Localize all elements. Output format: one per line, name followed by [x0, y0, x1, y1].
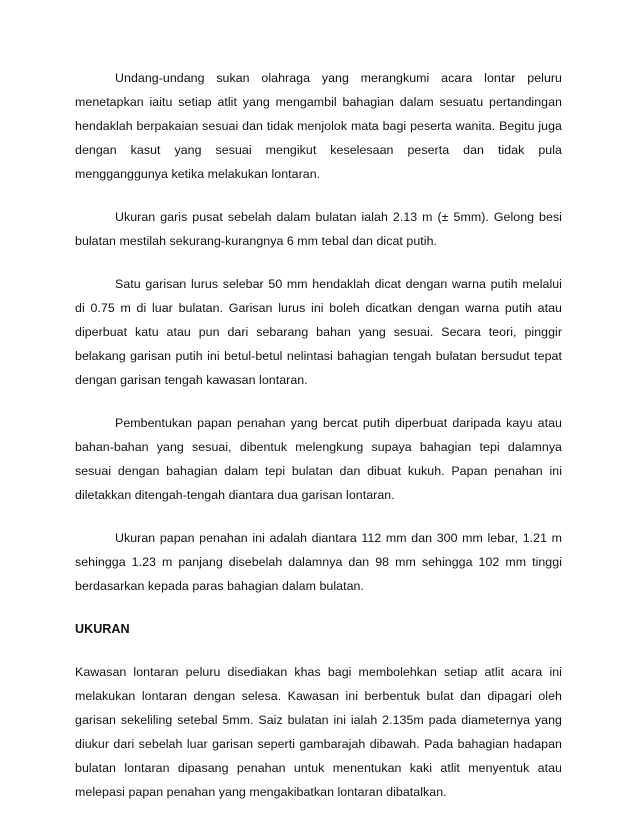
paragraph-stop-board-size: Ukuran papan penahan ini adalah diantara 112 mm dan 300 mm lebar, 1.21 m sehingga 1.23 m panjang disebelah dalamnya dan 98 mm sehingga 102 mm tinggi berdasarkan kepada paras bahagian dalam bulatan.: [75, 531, 562, 593]
paragraph-throwing-area: Kawasan lontaran peluru disediakan khas bagi membolehkan setiap atlit acara ini melakukan lontaran dengan selesa. Kawasan ini berbentuk bulat dan dipagari oleh garisan sekeliling setebal 5mm. Saiz bulatan ini ialah 2.135m pada diameternya yang diukur dari sebelah luar garisan seperti gambarajah dibawah. Pada bahagian hadapan bulatan lontaran dipasang penahan untuk menentukan kaki atlit menyentuk atau melepasi papan penahan yang mengakibatkan lontaran dibatalkan.: [75, 665, 562, 799]
paragraph-stop-board: Pembentukan papan penahan yang bercat putih diperbuat daripada kayu atau bahan-bahan yang sesuai, dibentuk melengkung supaya bahagian tepi dalamnya sesuai dengan bahagian dalam tepi bulatan dan dibuat kukuh. Papan penahan ini diletakkan ditengah-tengah diantara dua garisan lontaran.: [75, 416, 562, 502]
document-page: [75, 66, 562, 823]
paragraph-white-line: Satu garisan lurus selebar 50 mm hendaklah dicat dengan warna putih melalui di 0.75 m di luar bulatan. Garisan lurus ini boleh dicatkan dengan warna putih atau diperbuat katu atau pun dari sebarang bahan yang sesuai. Secara teori, pinggir belakang garisan putih ini betul-betul nelintasi bahagian tengah bulatan bersudut tepat dengan garisan tengah kawasan lontaran.: [75, 277, 562, 387]
paragraph-dress-code: Undang-undang sukan olahraga yang merangkumi acara lontar peluru menetapkan iaitu setiap atlit yang mengambil bahagian dalam sesuatu pertandingan hendaklah berpakaian sesuai dan tidak menjolok mata bagi peserta wanita. Begitu juga dengan kasut yang sesuai mengikut keselesaan peserta dan tidak pula mengganggunya ketika melakukan lontaran.: [75, 71, 562, 181]
paragraph-circle-diameter: Ukuran garis pusat sebelah dalam bulatan ialah 2.13 m (± 5mm). Gelong besi bulatan mestilah sekurang-kurangnya 6 mm tebal dan dicat putih.: [75, 210, 562, 248]
section-heading: UKURAN: [75, 622, 130, 636]
